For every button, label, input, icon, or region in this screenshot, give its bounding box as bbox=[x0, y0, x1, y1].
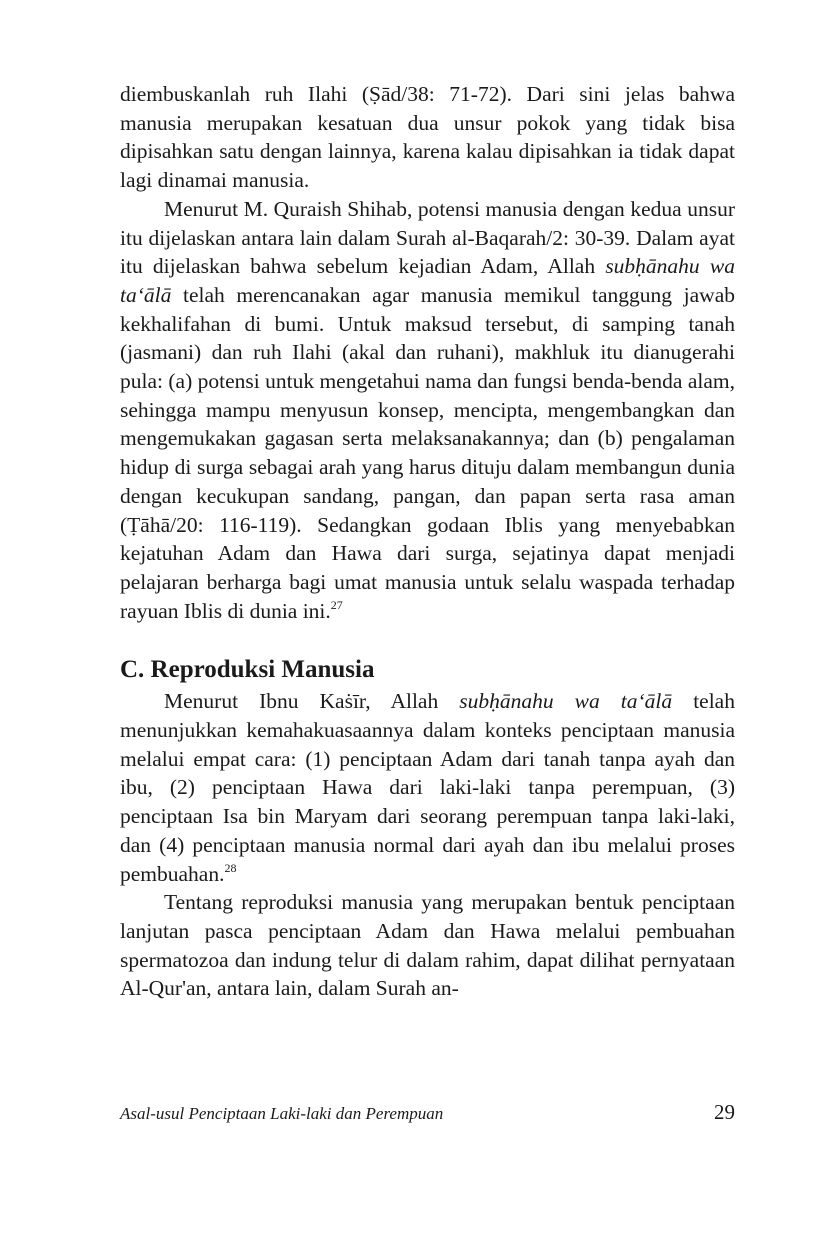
italic-term: subḥānahu wa ta‘ālā bbox=[120, 254, 735, 307]
text-run: telah merencanakan agar manusia memikul tanggung jawab kekhalifahan di bumi. Untuk maksud tersebut, di samping tanah (jasmani) dan ruh Ilahi (akal dan ruhani), makhluk itu dianugerahi pula: (a) potensi untuk mengetahui nama dan fungsi benda-benda alam, sehingga mampu menyusun konsep, mencipta, mengembangkan dan mengemukakan gagasan serta melaksanakannya; dan (b) pengalaman hidup di surga sebagai arah yang harus dituju dalam membangun dunia dengan kecukupan sandang, pangan, dan papan serta rasa aman (Ṭāhā/20: 116-119). Sedangkan godaan Iblis yang menyebabkan kejatuhan Adam dan Hawa dari surga, sejatinya dapat menjadi pelajaran berharga bagi umat manusia untuk selalu waspada terhadap rayuan Iblis di dunia ini. bbox=[120, 282, 735, 623]
italic-term: subḥānahu wa ta‘ālā bbox=[459, 689, 673, 714]
body-text-top bbox=[120, 80, 735, 625]
page-body bbox=[120, 80, 735, 1003]
footnote-ref: 27 bbox=[330, 597, 343, 612]
paragraph-p2 bbox=[120, 195, 735, 626]
running-title: Asal-usul Penciptaan Laki-laki dan Perempuan bbox=[120, 1104, 444, 1123]
page-number: 29 bbox=[714, 1100, 735, 1124]
text-run: Tentang reproduksi manusia yang merupakan bentuk penciptaan lanjutan pasca penciptaan Adam dan Hawa melalui pembuahan spermatozoa dan indung telur di dalam rahim, dapat dilihat pernyataan Al-Qur'an, antara lain, dalam Surah an- bbox=[120, 890, 735, 1001]
paragraph-p4 bbox=[120, 888, 735, 1003]
page-footer bbox=[120, 1100, 735, 1125]
paragraph-p1 bbox=[120, 80, 735, 195]
paragraph-p3 bbox=[120, 687, 735, 888]
text-run: Menurut M. Quraish Shihab, potensi manusia dengan kedua unsur itu dijelaskan antara lain dalam Surah al-Baqarah/2: 30-39. Dalam ayat itu dijelaskan bahwa sebelum kejadian Adam, Allah bbox=[120, 196, 735, 279]
footnote-ref: 28 bbox=[224, 860, 237, 875]
text-run: diembuskanlah ruh Ilahi (Ṣād/38: 71-72). Dari sini jelas bahwa manusia merupakan kesatuan dua unsur pokok yang tidak bisa dipisahkan satu dengan lainnya, karena kalau dipisahkan ia tidak dapat lagi dinamai manusia. bbox=[120, 82, 735, 193]
text-run: telah menunjukkan kemahakuasaannya dalam konteks penciptaan manusia melalui empat cara: (1) penciptaan Adam dari tanah tanpa ayah dan ibu, (2) penciptaan Hawa dari laki-laki tanpa perempuan, (3) penciptaan Isa bin Maryam dari seorang perempuan tanpa laki-laki, dan (4) penciptaan manusia normal dari ayah dan ibu melalui proses pembuahan. bbox=[120, 689, 735, 886]
text-run: Menurut Ibnu Kaṡīr, Allah bbox=[164, 689, 460, 714]
body-text-bottom bbox=[120, 687, 735, 1003]
section-heading: C. Reproduksi Manusia bbox=[120, 656, 375, 684]
